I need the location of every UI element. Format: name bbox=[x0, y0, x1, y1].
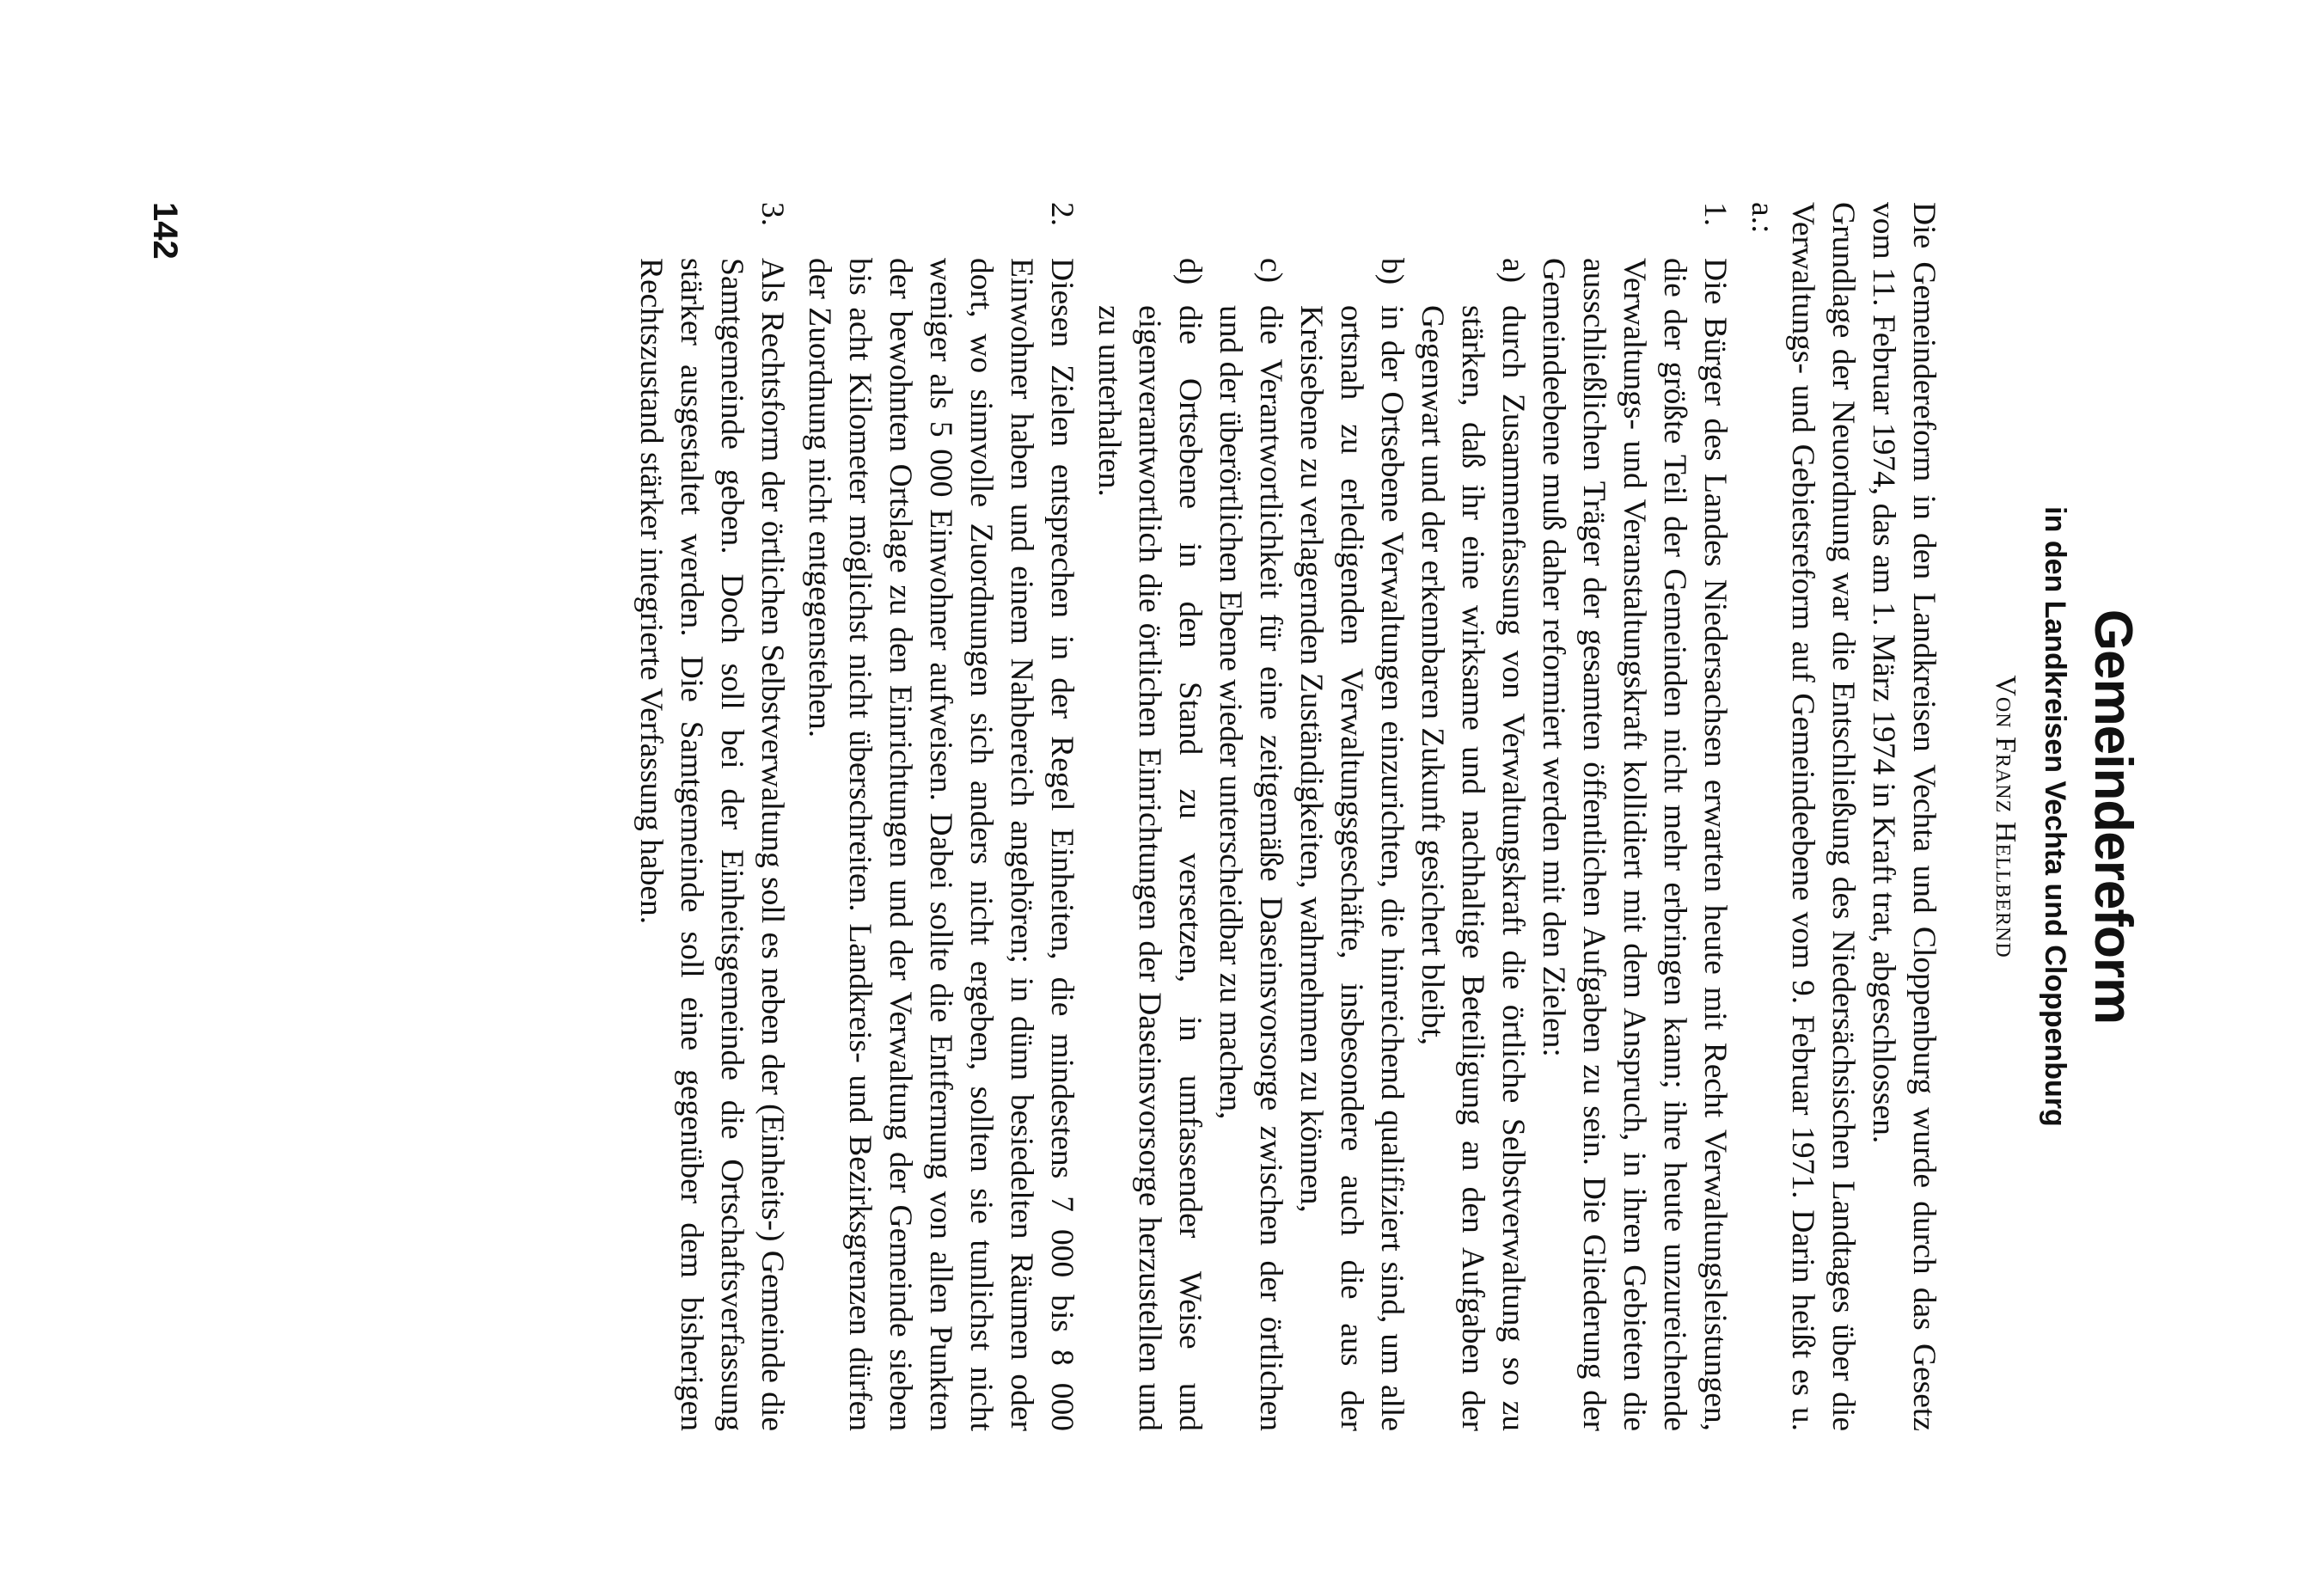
article-author: Von Franz Hellbernd bbox=[1989, 675, 2021, 958]
item-number: 1. bbox=[1697, 202, 1734, 227]
item-number: 3. bbox=[755, 202, 791, 227]
item-text: Diesen Zielen entsprechen in der Regel Einheiten, die mindestens 7 000 bis 8 000 Einwohner haben und einem Nahbereich angehören; in dünn besiedelten Räumen oder dort, wo sinnvolle Zuordnungen sich anders nicht ergeben, sollten sie tunlichst nicht weniger als 5 000 Einwohner aufweisen. Dabei sollte die Entfernung von allen Punkten der bewohnten Ortslage zu den Einrichtungen und der Verwaltung der Gemeinde sieben bis acht Kilometer möglichst nicht überschreiten. Landkreis- und Bezirksgrenzen dürfen der Zuordnung nicht entgegenstehen. bbox=[802, 258, 1080, 1431]
sub-item-a bbox=[1412, 258, 1533, 1431]
sub-item-label: c) bbox=[1253, 258, 1289, 284]
numbered-item-2 bbox=[799, 202, 1082, 1431]
intro-paragraph-1: Die Gemeindereform in den Landkreisen Vechta und Cloppenburg wurde durch das Gesetz vom 11. Februar 1974, das am 1. März 1974 in Kraft trat, abgeschlossen. bbox=[1866, 202, 1942, 1431]
sub-item-label: d) bbox=[1172, 258, 1208, 285]
sub-item-label: a) bbox=[1495, 258, 1532, 284]
page-number: 142 bbox=[146, 202, 184, 260]
item-number: 2. bbox=[1044, 202, 1080, 227]
article-body bbox=[631, 202, 1944, 1431]
sub-item-text: die Verantwortlichkeit für eine zeitgemäße Daseinsvorsorge zwischen der örtlichen und der überörtlichen Ebene wieder unterscheidbar zu machen, bbox=[1213, 305, 1289, 1431]
sub-item-d bbox=[1089, 258, 1210, 1431]
numbered-item-1 bbox=[1089, 202, 1735, 1431]
intro-paragraph-2: Grundlage der Neuordnung war die Entschließung des Niedersächsischen Landtages über die Verwaltungs- und Gebietsreform auf Gemeindeebene vom 9. Februar 1971. Darin heißt es u. a.: bbox=[1745, 202, 1862, 1431]
article bbox=[631, 202, 2143, 1431]
sub-item-b bbox=[1291, 258, 1412, 1431]
sub-item-label: b) bbox=[1374, 258, 1410, 285]
item-body bbox=[1089, 258, 1735, 1431]
sub-item-c bbox=[1210, 258, 1291, 1431]
article-title: Gemeindereform bbox=[2083, 609, 2143, 1025]
numbered-item-3 bbox=[631, 202, 792, 1431]
sub-item-text: in der Ortsebene Verwaltungen einzurichten, die hinreichend qualifiziert sind, um alle ortsnah zu erledigenden Verwaltungsgeschäfte, insbesondere auch die aus der Kreisebene zu verlagernden Zuständigkeiten, wahrnehmen zu können, bbox=[1293, 305, 1410, 1431]
item-text: Die Bürger des Landes Niedersachsen erwarten heute mit Recht Verwaltungsleistungen, die der größte Teil der Gemeinden nicht mehr erbringen kann; ihre heute unzureichende Verwaltungs- und Veranstaltungskraft kollidiert mit dem Anspruch, in ihren Gebieten die ausschließlichen Träger der gesamten öffentlichen Aufgaben zu sein. Die Gliederung der Gemeindeebene muß daher reformiert werden mit den Zielen: bbox=[1536, 258, 1734, 1431]
item-text: Als Rechtsform der örtlichen Selbstverwaltung soll es neben der (Einheits-) Gemeinde die Samtgemeinde geben. Doch soll bei der Einheitsgemeinde die Ortschaftsverfassung stärker ausgestaltet werden. Die Samtgemeinde soll eine gegenüber dem bisherigen Rechtszustand stärker integrierte Verfassung haben. bbox=[633, 258, 791, 1431]
article-subtitle: in den Landkreisen Vechta und Cloppenburg bbox=[2039, 506, 2071, 1127]
sub-item-text: durch Zusammenfassung von Verwaltungskraft die örtliche Selbstverwaltung so zu stärken, daß ihr eine wirksame und nachhaltige Beteiligung an den Aufgaben der Gegenwart und der erkennbaren Zukunft gesichert bleibt, bbox=[1415, 305, 1532, 1431]
sub-item-text: die Ortsebene in den Stand zu versetzen, in umfassender Weise und eigenverantwortlich die örtlichen Einrichtungen der Daseinsvorsorge herzustellen und zu unterhalten. bbox=[1092, 305, 1208, 1431]
